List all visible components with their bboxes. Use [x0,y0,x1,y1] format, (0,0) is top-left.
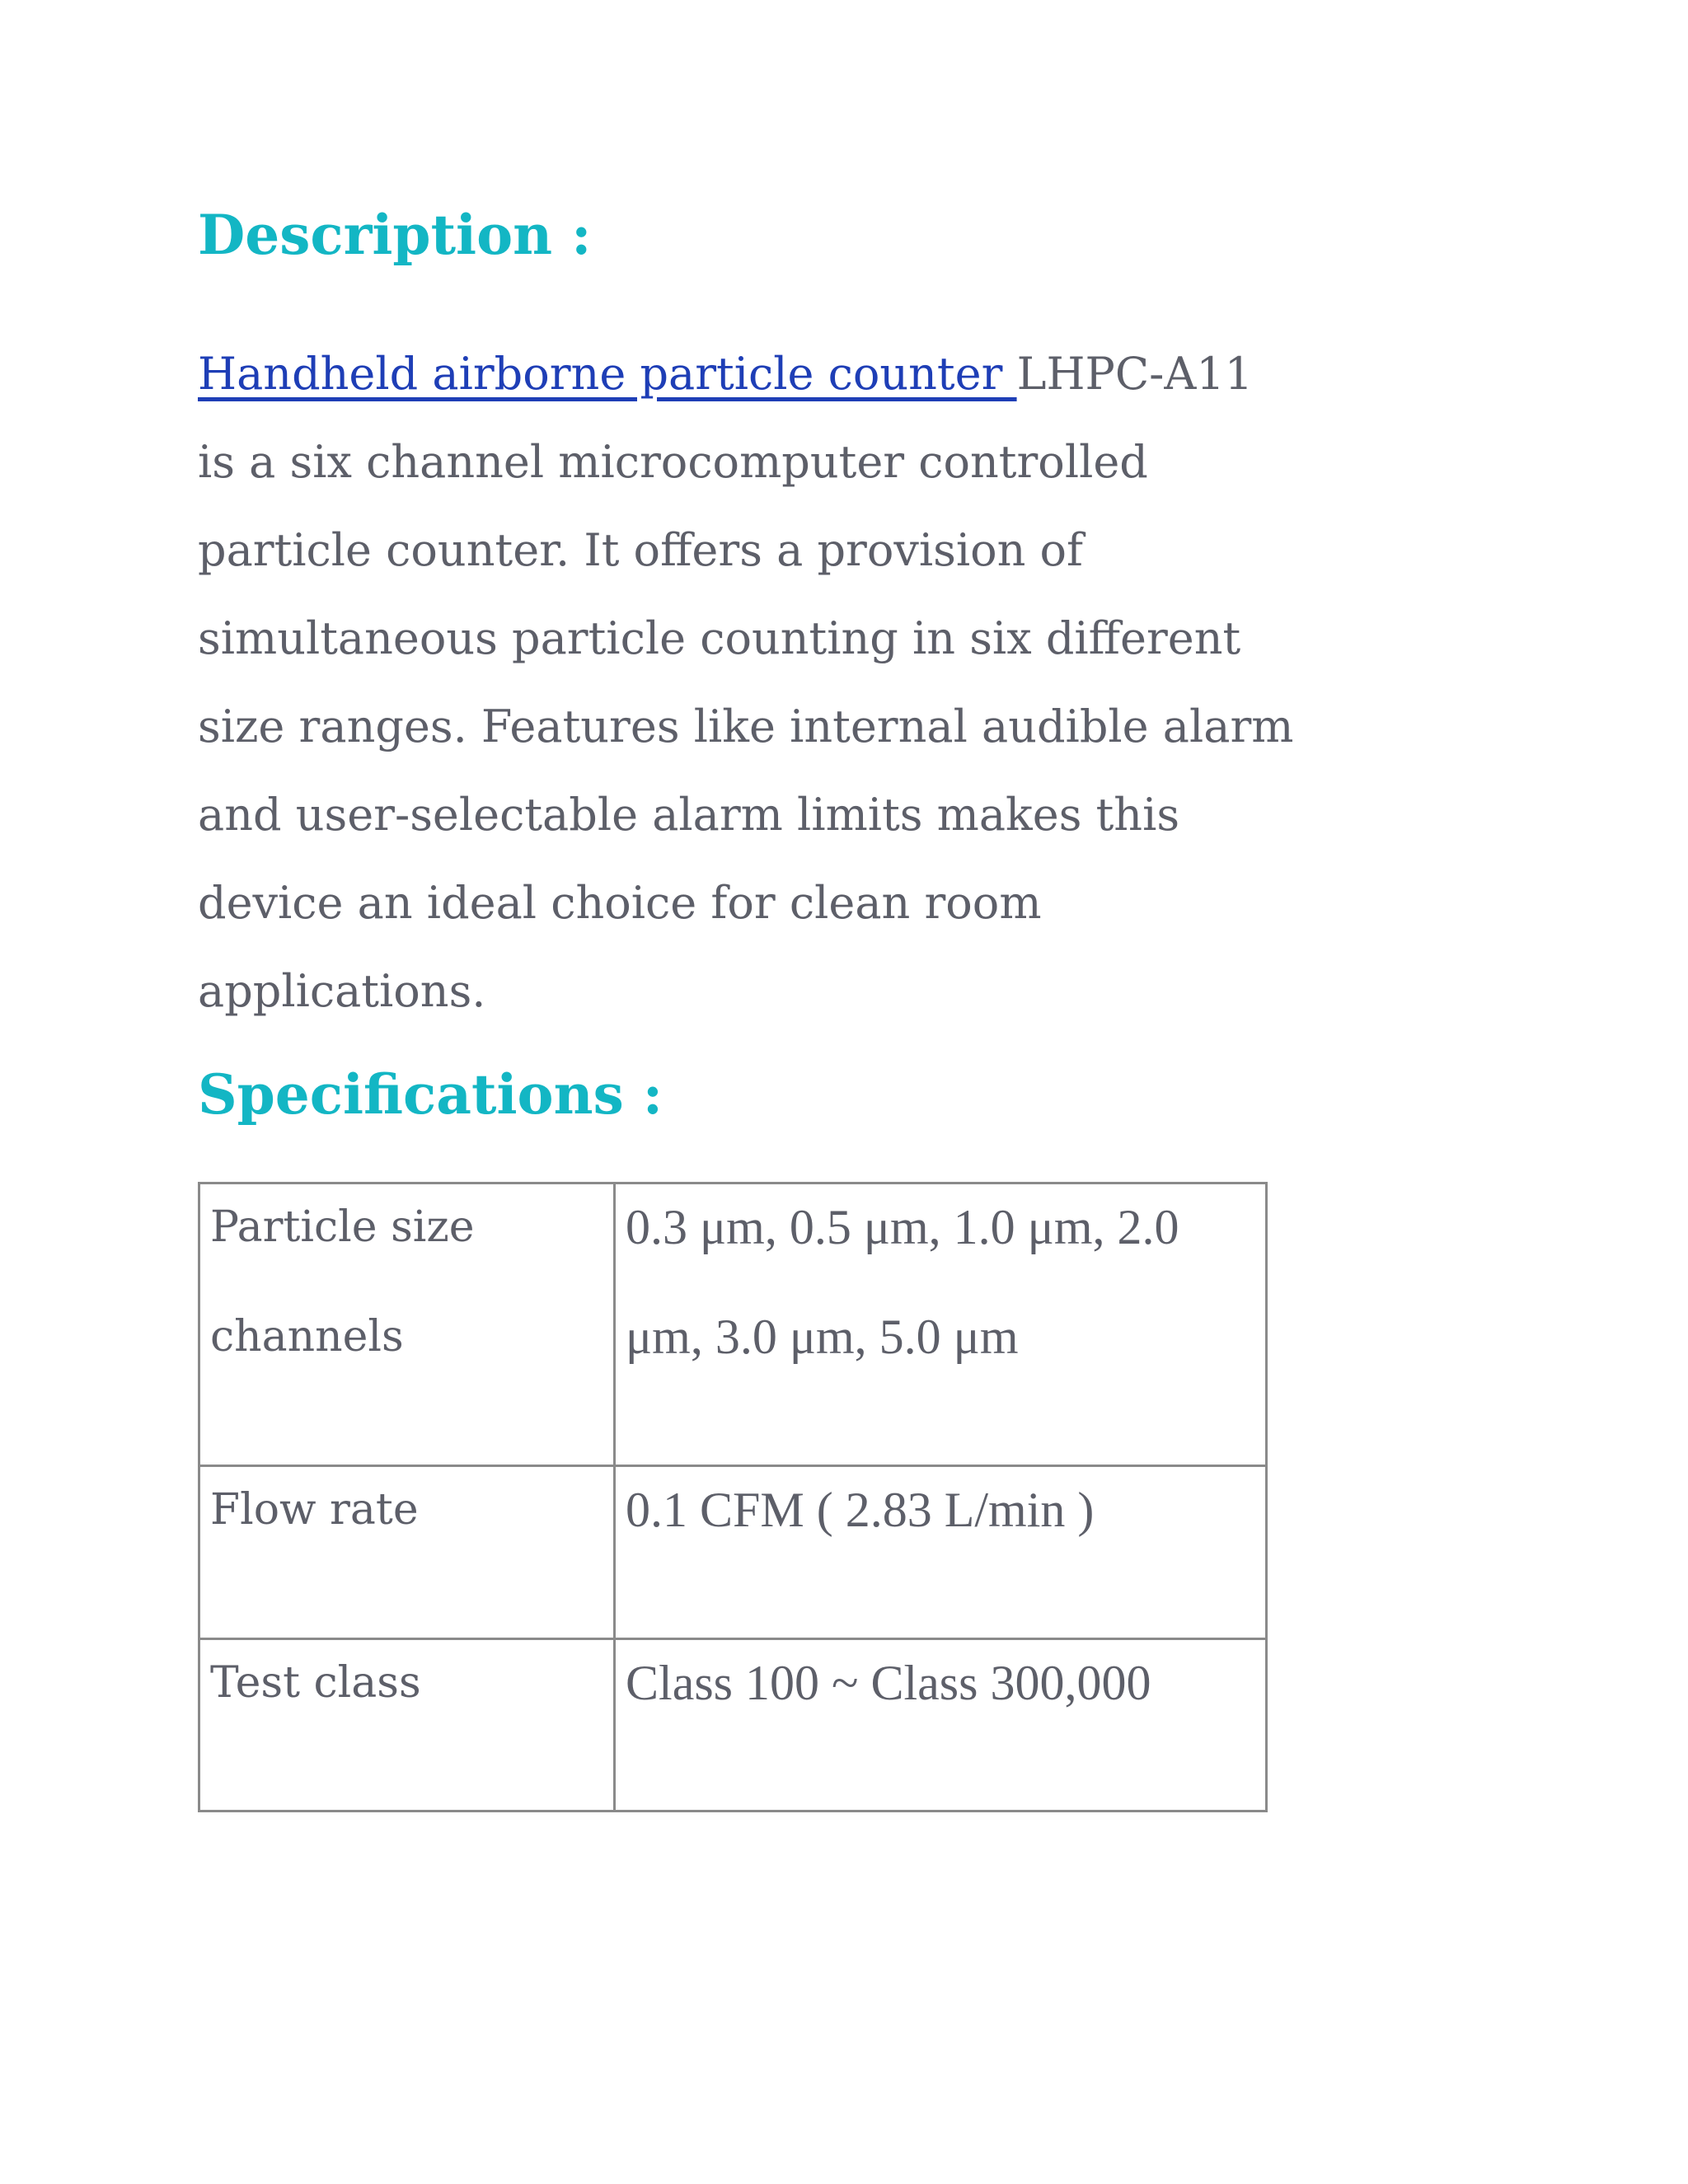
spec-value-cell [615,1466,1267,1639]
spec-value: 0.1 CFM ( 2.83 L/min ) [626,1483,1095,1537]
spec-label: Test class [210,1658,421,1708]
paragraph-line: simultaneous particle counting in six different [198,612,1241,664]
spec-value: 0.3 μm, 0.5 μm, 1.0 μm, 2.0 [626,1200,1179,1254]
paragraph-line: and user-selectable alarm limits makes this [198,789,1180,841]
description-paragraph [198,330,1294,1035]
spec-label-cell [199,1639,615,1811]
table-row [199,1183,1267,1466]
spec-label: Flow rate [210,1485,419,1535]
spec-value: μm, 3.0 μm, 5.0 μm [626,1310,1019,1364]
paragraph-line: size ranges. Features like internal audible alarm [198,701,1294,752]
specifications-table [198,1182,1268,1812]
table-row [199,1466,1267,1639]
model-number: LHPC-A11 [1016,348,1254,400]
paragraph-line: particle counter. It offers a provision of [198,524,1084,576]
product-link[interactable]: Handheld airborne particle counter [198,348,1017,400]
paragraph-line [198,330,1294,418]
spec-value-cell [615,1639,1267,1811]
paragraph-line: device an ideal choice for clean room [198,877,1042,929]
spec-label: channels [210,1312,404,1361]
paragraph-line: applications. [198,965,486,1017]
paragraph-line: is a six channel microcomputer controlled [198,436,1148,488]
spec-label-cell [199,1183,615,1466]
description-heading: Description : [198,203,592,267]
specifications-heading: Specifications : [198,1062,663,1127]
table-row [199,1639,1267,1811]
spec-label-cell [199,1466,615,1639]
spec-label: Particle size [210,1202,475,1252]
spec-value: Class 100 ~ Class 300,000 [626,1656,1151,1710]
spec-value-cell [615,1183,1267,1466]
